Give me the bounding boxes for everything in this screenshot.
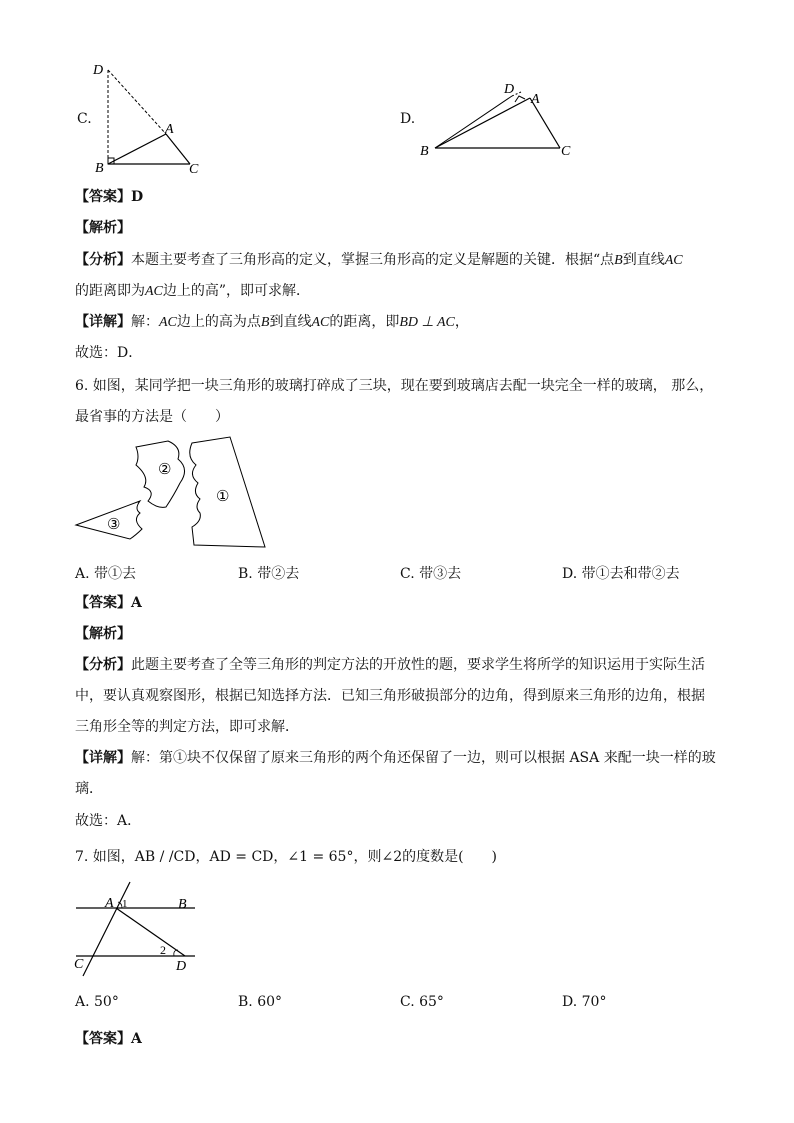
q6-xiangjie-line2: 璃． bbox=[75, 781, 103, 797]
label-a: A bbox=[165, 122, 174, 137]
label-a: A bbox=[105, 896, 114, 911]
q6-option-d: D. 带①去和带②去 bbox=[562, 566, 680, 582]
q7-option-b: B. 60° bbox=[238, 994, 283, 1010]
q7-option-d: D. 70° bbox=[562, 994, 607, 1010]
q5-jiexi: 【解析】 bbox=[75, 220, 131, 236]
angle-2-label: 2 bbox=[160, 943, 166, 957]
q5-answer: 【答案】D bbox=[75, 189, 144, 205]
q6-option-a: A. 带①去 bbox=[75, 566, 137, 582]
q7-stem: 7. 如图，AB / /CD，AD = CD，∠1 = 65°，则∠2的度数是( ) bbox=[75, 849, 498, 865]
q6-fenxi-line1: 【分析】此题主要考查了全等三角形的判定方法的开放性的题，要求学生将所学的知识运用于实际生活 bbox=[75, 657, 705, 673]
q6-answer: 【答案】A bbox=[75, 595, 142, 611]
q6-stem-line1: 6. 如图，某同学把一块三角形的玻璃打碎成了三块，现在要到玻璃店去配一块完全一样的玻璃， 那么， bbox=[75, 378, 714, 394]
label-c: C bbox=[74, 957, 84, 972]
q6-guxuan: 故选：A． bbox=[75, 813, 142, 829]
q6-option-b: B. 带②去 bbox=[238, 566, 300, 582]
label-a: A bbox=[531, 92, 540, 107]
piece-2-label: ② bbox=[158, 462, 172, 478]
label-c: C bbox=[561, 144, 571, 159]
q6-xiangjie-line1: 【详解】解：第①块不仅保留了原来三角形的两个角还保留了一边，则可以根据 ASA 来配一块一样的玻 bbox=[75, 750, 716, 766]
q5-xiangjie: 【详解】解：AC边上的高为点B到直线AC的距离，即BD ⊥ AC， bbox=[75, 314, 469, 330]
q5-guxuan: 故选：D． bbox=[75, 345, 143, 361]
q7-figure bbox=[70, 878, 200, 978]
piece-3-label: ③ bbox=[107, 517, 121, 533]
q6-option-c: C. 带③去 bbox=[400, 566, 462, 582]
q7-option-c: C. 65° bbox=[400, 994, 444, 1010]
q5-option-d-letter: D. bbox=[400, 111, 416, 127]
q6-fenxi-line3: 三角形全等的判定方法，即可求解． bbox=[75, 719, 299, 735]
q6-glass-pieces-figure bbox=[70, 435, 280, 555]
angle-1-label: 1 bbox=[122, 898, 128, 910]
label-d: D bbox=[93, 63, 104, 78]
piece-1-label: ① bbox=[216, 489, 230, 505]
label-d: D bbox=[504, 82, 515, 97]
q6-jiexi: 【解析】 bbox=[75, 626, 131, 642]
q6-fenxi-line2: 中，要认真观察图形，根据已知选择方法．已知三角形破损部分的边角，得到原来三角形的边角，根据 bbox=[75, 688, 705, 704]
label-c: C bbox=[189, 162, 199, 177]
q7-option-a: A. 50° bbox=[75, 994, 119, 1010]
q5-option-c-letter: C. bbox=[77, 111, 92, 127]
q5-option-c-figure bbox=[90, 58, 220, 183]
q5-fenxi-line2: 的距离即为AC边上的高”，即可求解． bbox=[75, 283, 311, 299]
label-d: D bbox=[176, 959, 187, 974]
label-b: B bbox=[420, 144, 429, 159]
q6-stem-line2: 最省事的方法是（ ） bbox=[75, 409, 229, 425]
label-b: B bbox=[178, 897, 187, 912]
q5-option-d-figure bbox=[415, 78, 585, 163]
q7-answer: 【答案】A bbox=[75, 1031, 142, 1047]
label-b: B bbox=[95, 161, 104, 176]
q5-fenxi-line1: 【分析】本题主要考查了三角形高的定义，掌握三角形高的定义是解题的关键．根据“点B到直线AC bbox=[75, 252, 683, 268]
